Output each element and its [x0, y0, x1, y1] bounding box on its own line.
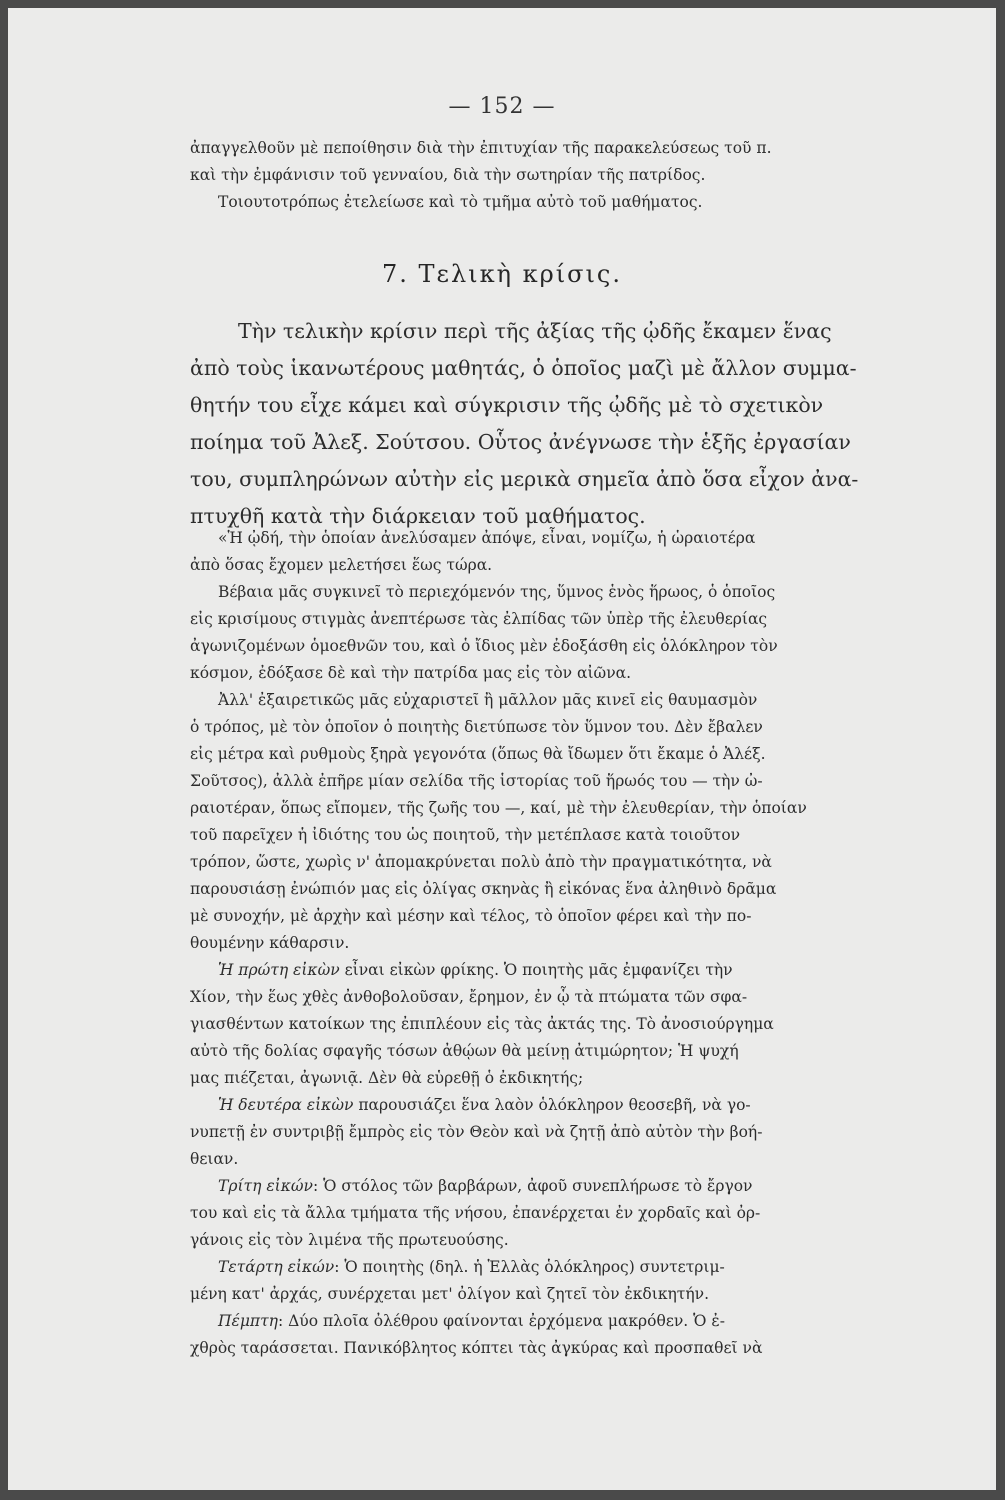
image-label: Ἡ δευτέρα εἰκὼν [218, 1096, 354, 1114]
text-line [190, 957, 902, 984]
text-line: μένη κατ' ἀρχάς, συνέρχεται μετ' ὀλίγον καὶ ζητεῖ τὸν ἐκδικητήν. [190, 1285, 710, 1303]
text-line: ἀπὸ ὅσας ἔχομεν μελετήσει ἕως τώρα. [190, 556, 493, 574]
image-label: Τετάρτη εἰκών [218, 1258, 335, 1276]
text-line: γάνοις εἰς τὸν λιμένα τῆς πρωτευούσης. [190, 1231, 509, 1249]
text-line: ἀπαγγελθοῦν μὲ πεποίθησιν διὰ τὴν ἐπιτυχίαν τῆς παρακελεύσεως τοῦ π. [190, 139, 772, 157]
section-paragraph [190, 313, 902, 535]
text-run: : Ὁ στόλος τῶν βαρβάρων, ἀφοῦ συνεπλήρωσε τὸ ἔργον [312, 1177, 753, 1195]
text-line [190, 1173, 902, 1200]
text-line: Βέβαια μᾶς συγκινεῖ τὸ περιεχόμενόν της, ὕμνος ἑνὸς ἥρωος, ὁ ὁποῖος [218, 583, 776, 601]
text-line: Τοιουτοτρόπως ἐτελείωσε καὶ τὸ τμῆμα αὐτὸ τοῦ μαθήματος. [218, 193, 703, 211]
text-line: νυπετῇ ἐν συντριβῇ ἔμπρὸς εἰς τὸν Θεὸν καὶ νὰ ζητῇ ἀπὸ αὐτὸν τὴν βοή- [190, 1123, 763, 1141]
image-label: Ἡ πρώτη εἰκὼν [218, 961, 340, 979]
text-line: του, συμπληρώνων αὐτὴν εἰς μερικὰ σημεῖα ἀπὸ ὅσα εἶχον ἀνα- [190, 467, 859, 491]
text-line: τρόπον, ὥστε, χωρὶς ν' ἀπομακρύνεται πολὺ ἀπὸ τὴν πραγματικότητα, νὰ [190, 853, 772, 871]
text-line: εἰς κρισίμους στιγμὰς ἀνεπτέρωσε τὰς ἐλπίδας τῶν ὑπὲρ τῆς ἐλευθερίας [190, 610, 768, 628]
text-line: αὐτὸ τῆς δολίας σφαγῆς τόσων ἀθῴων θὰ μείνῃ ἀτιμώρητον; Ἡ ψυχή [190, 1042, 739, 1060]
text-line: ἀπὸ τοὺς ἱκανωτέρους μαθητάς, ὁ ὁποῖος μαζὶ μὲ ἄλλον συμμα- [190, 356, 857, 380]
text-line: μας πιέζεται, ἀγωνιᾷ. Δὲν θὰ εὑρεθῇ ὁ ἐκδικητής; [190, 1069, 584, 1087]
text-line: Τὴν τελικὴν κρίσιν περὶ τῆς ἀξίας τῆς ᾠδῆς ἔκαμεν ἕνας [238, 319, 832, 343]
text-line [190, 1308, 902, 1335]
text-line: ἀγωνιζομένων ὁμοεθνῶν του, καὶ ὁ ἴδιος μὲν ἐδοξάσθη εἰς ὁλόκληρον τὸν [190, 637, 778, 655]
text-run: : Ὁ ποιητὴς (δηλ. ἡ Ἑλλὰς ὁλόκληρος) συντετριμ- [334, 1258, 725, 1276]
scanned-page [8, 8, 996, 1490]
text-line: παρουσιάσῃ ἐνώπιόν μας εἰς ὀλίγας σκηνὰς ἢ εἰκόνας ἕνα ἀληθινὸ δρᾶμα [190, 880, 777, 898]
text-line: Ἀλλ' ἐξαιρετικῶς μᾶς εὐχαριστεῖ ἢ μᾶλλον μᾶς κινεῖ εἰς θαυμασμὸν [218, 691, 758, 709]
text-line: μὲ συνοχήν, μὲ ἀρχὴν καὶ μέσην καὶ τέλος, τὸ ὁποῖον φέρει καὶ τὴν πο- [190, 907, 752, 925]
text-line: Χίον, τὴν ἕως χθὲς ἀνθοβολοῦσαν, ἔρημον, ἐν ᾧ τὰ πτώματα τῶν σφα- [190, 988, 748, 1006]
text-line: Σοῦτσος), ἀλλὰ ἐπῆρε μίαν σελίδα τῆς ἱστορίας τοῦ ἥρωός του — τὴν ὠ- [190, 772, 763, 790]
image-label: Πέμπτη [218, 1312, 278, 1330]
text-run: εἶναι εἰκὼν φρίκης. Ὁ ποιητὴς μᾶς ἐμφανίζει τὴν [339, 961, 733, 979]
quoted-essay [190, 525, 902, 1362]
text-line: θειαν. [190, 1150, 239, 1168]
top-paragraph [190, 135, 902, 216]
text-line: ποίημα τοῦ Ἀλεξ. Σούτσου. Οὗτος ἀνέγνωσε τὴν ἑξῆς ἐργασίαν [190, 430, 851, 454]
text-run: : Δύο πλοῖα ὀλέθρου φαίνονται ἐρχόμενα μακρόθεν. Ὁ ἐ- [277, 1312, 725, 1330]
text-line: κόσμον, ἐδόξασε δὲ καὶ τὴν πατρίδα μας εἰς τὸν αἰῶνα. [190, 664, 632, 682]
page-number: — 152 — [448, 94, 556, 119]
text-line: θητήν του εἶχε κάμει καὶ σύγκρισιν τῆς ᾠδῆς μὲ τὸ σχετικὸν [190, 393, 824, 417]
text-line: γιασθέντων κατοίκων της ἐπιπλέουν εἰς τὰς ἀκτάς της. Τὸ ἀνοσιούργημα [190, 1015, 774, 1033]
text-line [190, 1254, 902, 1281]
text-line [190, 1092, 902, 1119]
text-line: πτυχθῆ κατὰ τὴν διάρκειαν τοῦ μαθήματος. [190, 504, 646, 528]
text-line: του καὶ εἰς τὰ ἄλλα τμήματα τῆς νήσου, ἐπανέρχεται ἐν χορδαῖς καὶ ὀρ- [190, 1204, 761, 1222]
text-line: τοῦ παρεῖχεν ἡ ἰδιότης του ὡς ποιητοῦ, τὴν μετέπλασε κατὰ τοιοῦτον [190, 826, 741, 844]
image-label: Τρίτη εἰκών [218, 1177, 313, 1195]
text-line: ραιοτέραν, ὅπως εἴπομεν, τῆς ζωῆς του —, καί, μὲ τὴν ἐλευθερίαν, τὴν ὁποίαν [190, 799, 807, 817]
text-run: παρουσιάζει ἕνα λαὸν ὁλόκληρον θεοσεβῆ, νὰ γο- [353, 1096, 751, 1114]
text-line: εἰς μέτρα καὶ ρυθμοὺς ξηρὰ γεγονότα (ὅπως θὰ ἴδωμεν ὅτι ἔκαμε ὁ Ἀλέξ. [190, 745, 766, 763]
text-line: ὁ τρόπος, μὲ τὸν ὁποῖον ὁ ποιητὴς διετύπωσε τὸν ὕμνον του. Δὲν ἔβαλεν [190, 718, 763, 736]
text-line: χθρὸς ταράσσεται. Πανικόβλητος κόπτει τὰς ἀγκύρας καὶ προσπαθεῖ νὰ [190, 1339, 763, 1357]
text-line: «Ἡ ᾠδή, τὴν ὁποίαν ἀνελύσαμεν ἀπόψε, εἶναι, νομίζω, ἡ ὡραιοτέρα [218, 529, 756, 547]
text-line: καὶ τὴν ἐμφάνισιν τοῦ γενναίου, διὰ τὴν σωτηρίαν τῆς πατρίδος. [190, 166, 706, 184]
text-line: θουμένην κάθαρσιν. [190, 934, 350, 952]
section-heading: 7. Τελικὴ κρίσις. [382, 260, 622, 288]
